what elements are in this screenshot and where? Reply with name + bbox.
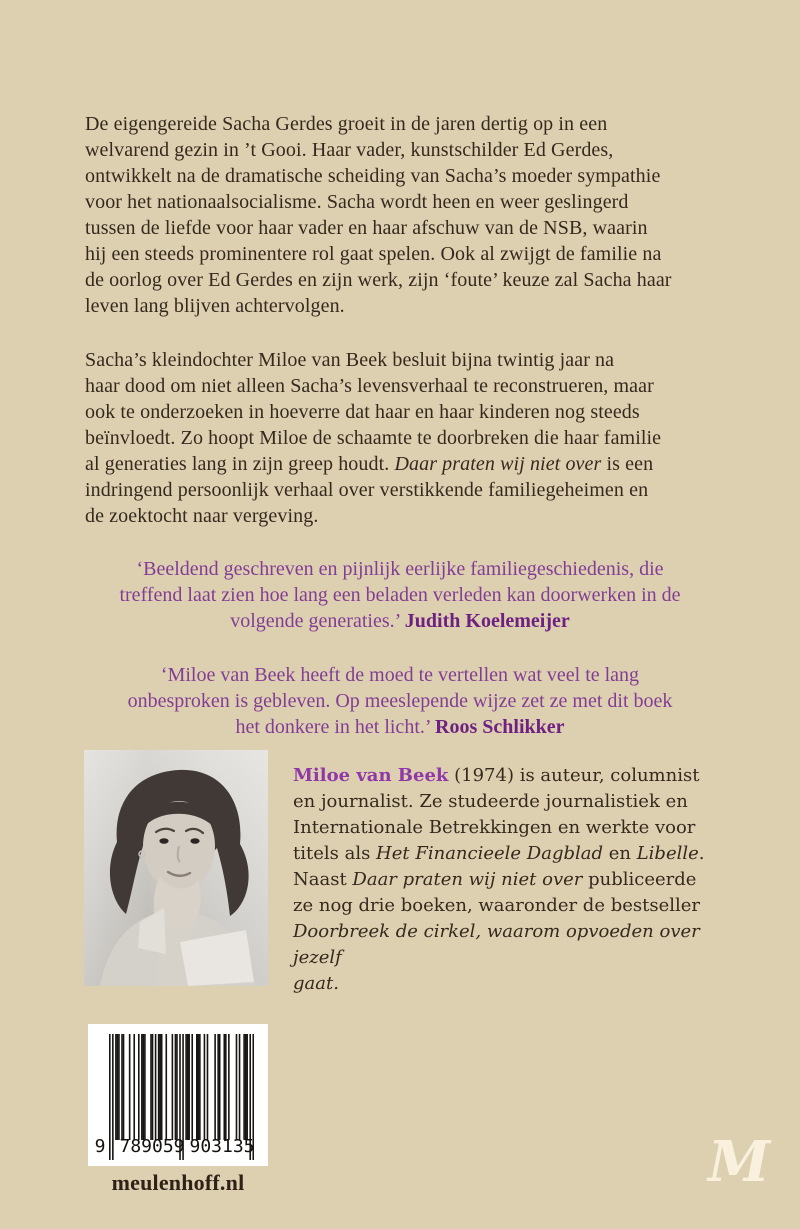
author-bio: Miloe van Beek (1974) is auteur, columnist en journalist. Ze studeerde journalistiek en Internationale Betrekkingen en werkte voor titels als Het Financieele Dagblad en Libelle. Naast Daar praten wij niet over publiceerde ze nog drie boeken, waaronder de bestseller Doorbreek de cirkel, waarom opvoeden over jezelf gaat. — [293, 765, 705, 994]
review-quote-judith-koelemeijer: ‘Beeldend geschreven en pijnlijk eerlijke familiegeschiedenis, die treffend laat zien hoe lang een beladen verleden kan doorwerken in de volgende generaties.’ Judith Koelemeijer — [119, 558, 681, 632]
synopsis-paragraph-1: De eigengereide Sacha Gerdes groeit in de jaren dertig op in een welvarend gezin in ’t Gooi. Haar vader, kunstschilder Ed Gerdes, ontwikkelt na de dramatische scheiding van Sacha’s moeder sympathie voor het nationaalsocialisme. Sacha wordt heen en weer geslingerd tussen de liefde voor haar vader en haar afschuw van de NSB, waarin hij een steeds prominentere rol gaat spelen. Ook al zwijgt de familie na de oorlog over Ed Gerdes en zijn werk, zijn ‘foute’ keuze zal Sacha haar leven lang blijven achtervolgen. — [85, 113, 672, 317]
author-portrait-photo — [84, 750, 268, 986]
review-quote-roos-schlikker: ‘Miloe van Beek heeft de moed te vertellen wat veel te lang onbesproken is gebleven. Op meeslepende wijze zet ze met dit boek het donkere in het licht.’ Roos Schlikker — [127, 664, 673, 738]
synopsis-paragraph-2: Sacha’s kleindochter Miloe van Beek besluit bijna twintig jaar na haar dood om niet alleen Sacha’s levensverhaal te reconstrueren, maar ook te onderzoeken in hoeverre dat haar en haar kinderen nog steeds beïnvloedt. Zo hoopt Miloe de schaamte te doorbreken die haar familie al generaties lang in zijn greep houdt. Daar praten wij niet over is een indringend persoonlijk verhaal over verstikkende familiegeheimen en de zoektocht naar vergeving. — [85, 349, 662, 527]
isbn-digit-group-first: 9 — [94, 1136, 106, 1157]
publisher-website: meulenhoff.nl — [111, 1170, 245, 1195]
barcode-panel — [88, 1024, 268, 1166]
isbn-digit-group-right: 903135 — [189, 1136, 255, 1157]
publisher-logo-m: M — [708, 1129, 770, 1195]
isbn-digit-group-left: 789059 — [119, 1136, 185, 1157]
